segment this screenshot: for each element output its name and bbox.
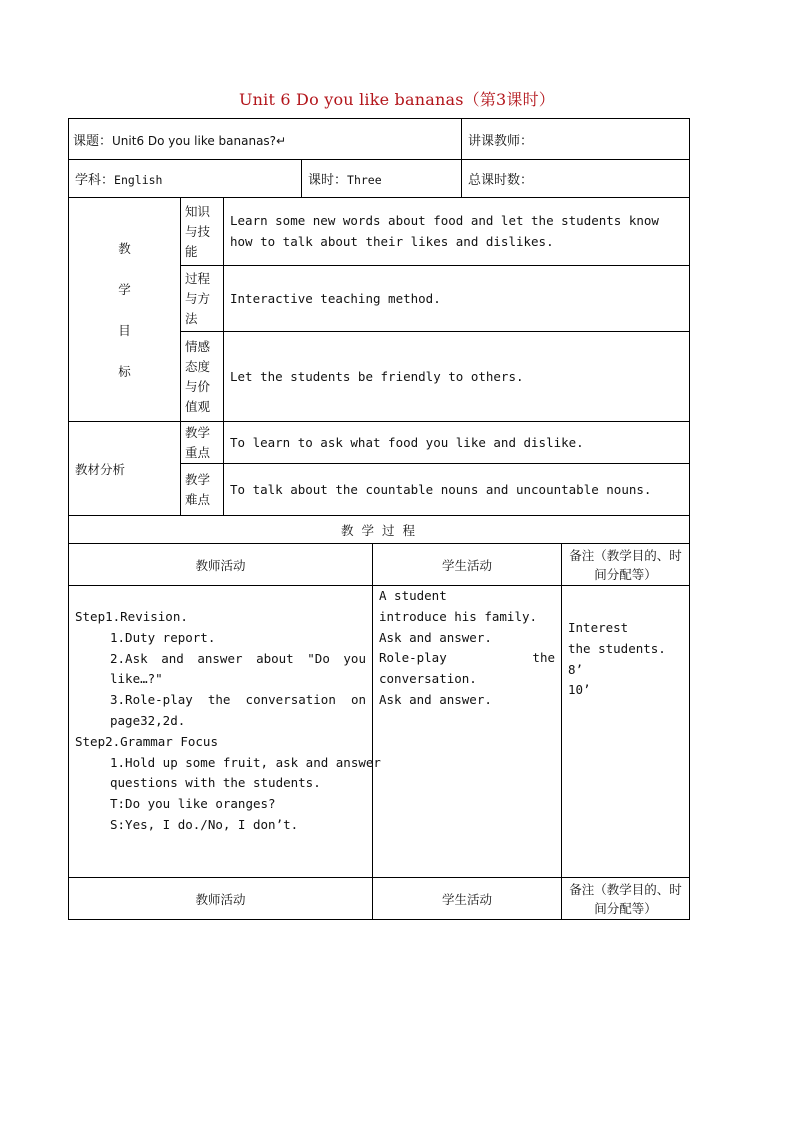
subject-cell	[69, 160, 302, 198]
col-note-header: 备注（教学目的、时间分配等）	[562, 544, 690, 586]
teacher-label: 讲课教师：	[468, 133, 534, 149]
goal-content-knowledge: Learn some new words about food and let the students know how to talk about their likes and dislikes.	[224, 198, 690, 266]
teacher-line: 1.Duty report.	[110, 629, 216, 645]
note-lines	[568, 618, 683, 701]
col-student-header: 学生活动	[373, 544, 562, 586]
teacher-line: Step1.Revision.	[75, 609, 188, 624]
teacher-line: 1.Hold up some fruit, ask and answer	[110, 754, 381, 770]
total-cell	[462, 160, 690, 198]
teacher-line: T:Do you like oranges?	[110, 796, 276, 812]
subject-value: English	[114, 173, 163, 187]
analysis-content-difficult: To talk about the countable nouns and uncountable nouns.	[224, 464, 690, 516]
teacher-line: 2.Ask and answer about "Do you	[110, 650, 366, 666]
page-title: Unit 6 Do you like bananas（第3课时）	[238, 90, 556, 109]
goal-label-emotion: 情感态度与价值观	[181, 332, 224, 422]
teacher-line: Step2.Grammar Focus	[75, 733, 218, 749]
topic-cell	[69, 119, 462, 160]
teacher-line: page32,2d.	[110, 712, 186, 728]
process-table	[68, 543, 690, 920]
goal-content-process: Interactive teaching method.	[224, 266, 690, 332]
period-value: Three	[347, 173, 382, 187]
student-line: A student	[379, 588, 447, 603]
goals-table	[68, 197, 690, 544]
teacher-line: 3.Role-play the conversation on	[110, 692, 366, 708]
teacher-line: like…?"	[110, 671, 163, 687]
note-cell	[562, 586, 690, 878]
subject-label: 学科：	[75, 173, 115, 188]
period-cell	[302, 160, 462, 198]
topic-value: Unit6 Do you like bananas?↵	[112, 133, 287, 148]
note-line: Interest	[568, 620, 629, 635]
col-teacher-header-repeat: 教师活动	[69, 878, 373, 920]
goal-label-process: 过程与方法	[181, 266, 224, 332]
col-note-header-repeat: 备注（教学目的、时间分配等）	[562, 878, 690, 920]
analysis-label-difficult: 教学难点	[181, 464, 224, 516]
teacher-line: S:Yes, I do./No, I don’t.	[110, 816, 299, 832]
analysis-label: 教材分析	[69, 422, 181, 516]
goals-label-char: 目	[118, 322, 131, 338]
note-line: 8’	[568, 661, 584, 677]
analysis-content-key: To learn to ask what food you like and dislike.	[224, 422, 690, 464]
note-line: the students.	[568, 640, 666, 656]
goals-label	[69, 198, 181, 422]
student-line: Ask and answer.	[379, 691, 492, 707]
student-line: Role-play the	[379, 650, 555, 666]
goals-label-char: 教	[118, 240, 131, 256]
col-student-header-repeat: 学生活动	[373, 878, 562, 920]
goal-content-emotion: Let the students be friendly to others.	[224, 332, 690, 422]
student-activity-cell	[373, 586, 562, 878]
student-line: conversation.	[379, 671, 477, 687]
note-line: 10’	[568, 682, 591, 698]
teacher-cell	[462, 119, 690, 160]
goals-label-char: 学	[118, 281, 131, 297]
period-label: 课时：	[308, 173, 348, 188]
teacher-activity-cell	[69, 586, 381, 878]
teacher-activity-lines	[75, 607, 381, 836]
goals-label-char: 标	[118, 363, 131, 379]
goal-label-knowledge: 知识与技能	[181, 198, 224, 266]
analysis-label-key: 教学重点	[181, 422, 224, 464]
header-table	[68, 118, 690, 198]
col-teacher-header: 教师活动	[69, 544, 373, 586]
student-activity-lines	[379, 586, 555, 711]
topic-label: 课题：	[73, 133, 113, 149]
process-heading: 教 学 过 程	[69, 516, 690, 544]
student-line: introduce his family.	[379, 608, 538, 624]
total-label: 总课时数：	[468, 173, 534, 188]
teacher-line: questions with the students.	[110, 775, 321, 791]
student-line: Ask and answer.	[379, 629, 492, 645]
